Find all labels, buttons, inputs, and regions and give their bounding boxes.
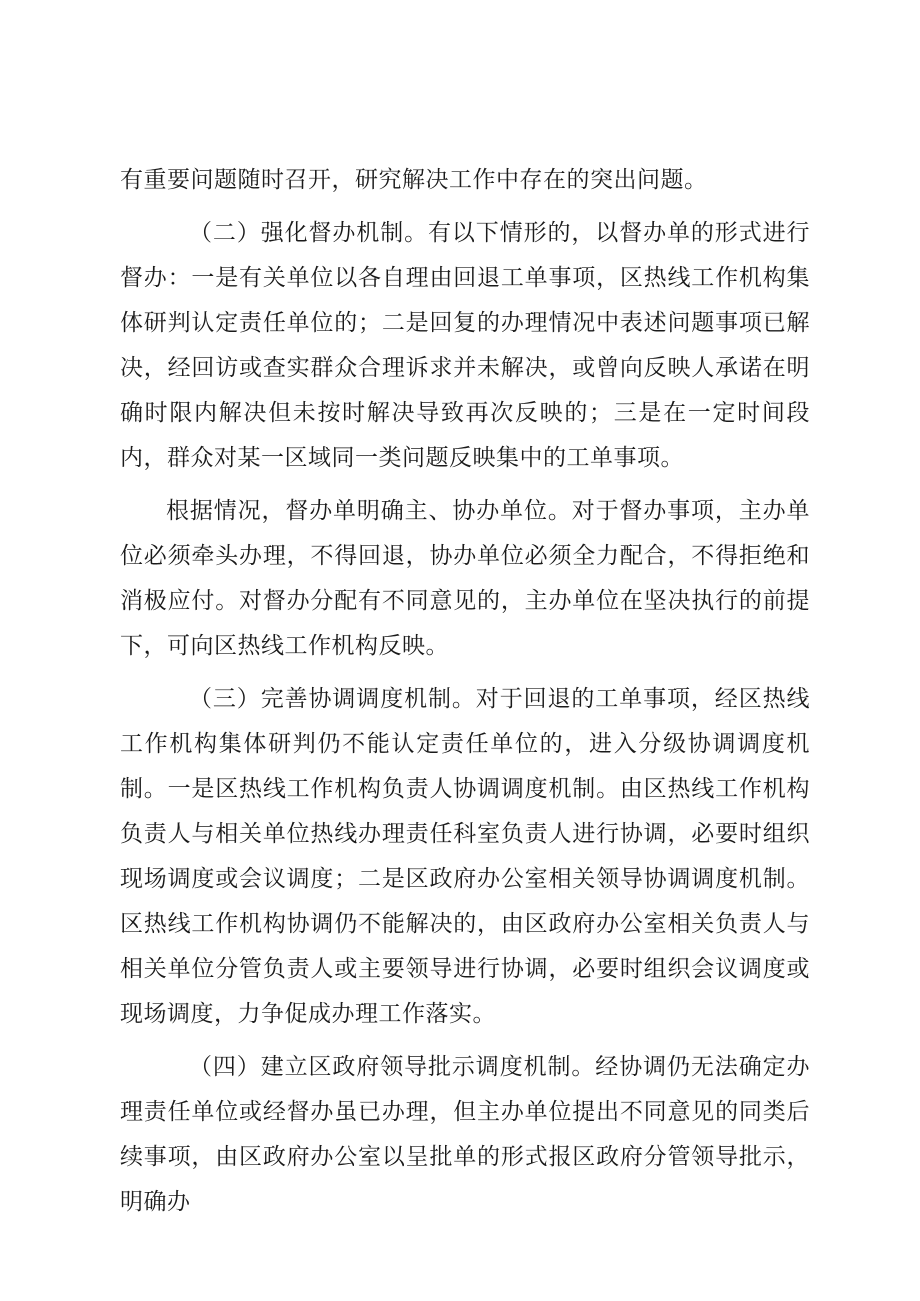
paragraph-supervision-units: 根据情况，督办单明确主、协办单位。对于督办事项，主办单位必须牵头办理，不得回退，协办单位必须全力配合，不得拒绝和消极应付。对督办分配有不同意见的，主办单位在坚决执行的前提下，可向区热线工作机构反映。 [120, 498, 810, 659]
paragraph-supervision-mechanism: （二）强化督办机制。有以下情形的，以督办单的形式进行督办：一是有关单位以各自理由回退工单事项，区热线工作机构集体研判认定责任单位的；二是回复的办理情况中表述问题事项已解决，经回访或查实群众合理诉求并未解决，或曾向反映人承诺在明确时限内解决但未按时解决导致再次反映的；三是在一定时间段内，群众对某一区域同一类问题反映集中的工单事项。 [120, 220, 810, 471]
paragraph-continuation: 有重要问题随时召开，研究解决工作中存在的突出问题。 [120, 167, 708, 193]
paragraph-coordination-mechanism: （三）完善协调调度机制。对于回退的工单事项，经区热线工作机构集体研判仍不能认定责任单位的，进入分级协调调度机制。一是区热线工作机构负责人协调调度机制。由区热线工作机构负责人与相关单位热线办理责任科室负责人进行协调，必要时组织现场调度或会议调度；二是区政府办公室相关领导协调调度机制。区热线工作机构协调仍不能解决的，由区政府办公室相关负责人与相关单位分管负责人或主要领导进行协调，必要时组织会议调度或现场调度，力争促成办理工作落实。 [120, 686, 810, 1027]
document-body [120, 158, 810, 1225]
paragraph-leadership-instruction: （四）建立区政府领导批示调度机制。经协调仍无法确定办理责任单位或经督办虽已办理，但主办单位提出不同意见的同类后续事项，由区政府办公室以呈批单的形式报区政府分管领导批示，明确办 [120, 1054, 810, 1215]
